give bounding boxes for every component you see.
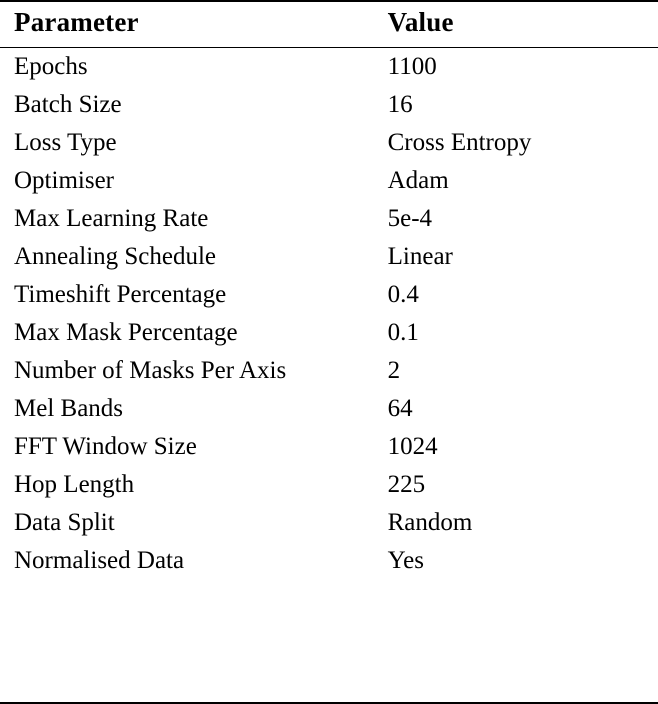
parameter-cell: Loss Type bbox=[14, 128, 117, 156]
value-cell: 225 bbox=[387, 470, 426, 498]
value-cell: 0.4 bbox=[387, 280, 419, 308]
table-row bbox=[0, 86, 658, 124]
value-cell: 1100 bbox=[387, 52, 437, 80]
parameter-cell: Data Split bbox=[14, 508, 115, 536]
value-cell: 64 bbox=[387, 394, 413, 422]
parameter-cell: Mel Bands bbox=[14, 394, 124, 422]
parameter-cell: Annealing Schedule bbox=[14, 242, 217, 270]
parameter-cell: Normalised Data bbox=[14, 546, 185, 574]
table-row bbox=[0, 542, 658, 580]
column-header-value: Value bbox=[382, 2, 658, 47]
table-body bbox=[0, 47, 658, 580]
value-cell: 0.1 bbox=[387, 318, 419, 346]
table-row bbox=[0, 466, 658, 504]
parameter-cell: Max Learning Rate bbox=[14, 204, 209, 232]
table-row bbox=[0, 314, 658, 352]
value-cell: Linear bbox=[387, 242, 453, 270]
value-cell: 16 bbox=[387, 90, 413, 118]
parameter-cell: Number of Masks Per Axis bbox=[14, 356, 287, 384]
value-cell: 1024 bbox=[387, 432, 438, 460]
value-cell: Adam bbox=[387, 166, 449, 194]
table-row bbox=[0, 200, 658, 238]
table-row bbox=[0, 238, 658, 276]
value-cell: 5e-4 bbox=[387, 204, 433, 232]
parameter-cell: FFT Window Size bbox=[14, 432, 197, 460]
value-cell: Yes bbox=[387, 546, 425, 574]
table-row bbox=[0, 390, 658, 428]
table-row bbox=[0, 47, 658, 86]
table-row bbox=[0, 124, 658, 162]
table-row bbox=[0, 428, 658, 466]
table-header-row bbox=[0, 2, 658, 47]
column-header-parameter: Parameter bbox=[0, 2, 382, 47]
parameter-cell: Hop Length bbox=[14, 470, 135, 498]
parameter-cell: Max Mask Percentage bbox=[14, 318, 238, 346]
value-cell: Random bbox=[387, 508, 473, 536]
parameter-cell: Timeshift Percentage bbox=[14, 280, 227, 308]
parameter-table bbox=[0, 2, 658, 580]
table-row bbox=[0, 504, 658, 542]
table-row bbox=[0, 352, 658, 390]
table-header bbox=[0, 2, 658, 47]
table-row bbox=[0, 276, 658, 314]
parameter-cell: Optimiser bbox=[14, 166, 114, 194]
value-cell: 2 bbox=[387, 356, 401, 384]
value-cell: Cross Entropy bbox=[387, 128, 532, 156]
parameter-cell: Batch Size bbox=[14, 90, 122, 118]
parameter-cell: Epochs bbox=[14, 52, 88, 80]
table-row bbox=[0, 162, 658, 200]
